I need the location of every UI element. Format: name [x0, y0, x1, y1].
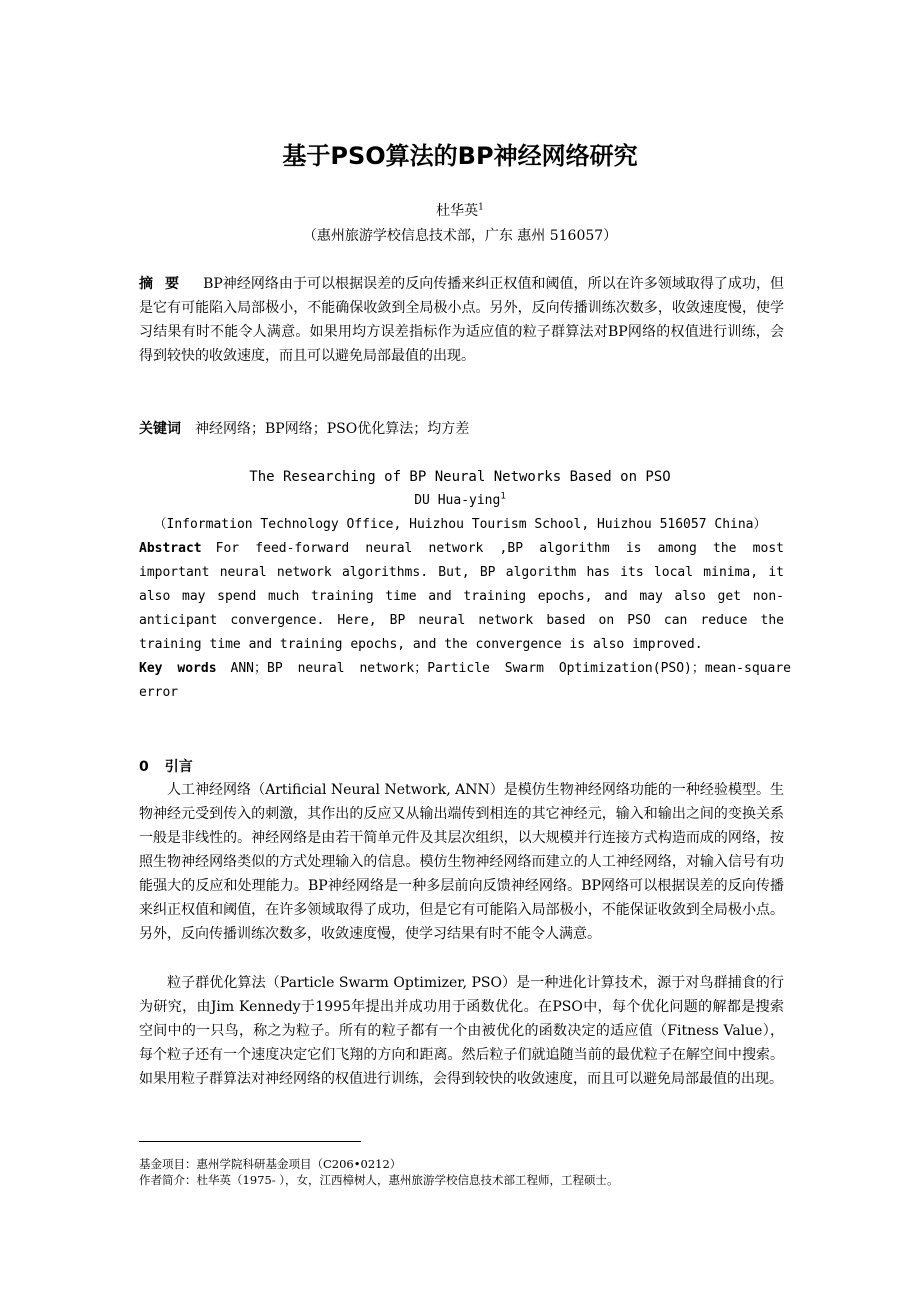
- english-keywords-label: Key words: [139, 661, 217, 676]
- author-affiliation: （惠州旅游学校信息技术部，广东 惠州 516057）: [302, 228, 618, 244]
- author-name: 杜华英: [436, 203, 479, 219]
- english-affiliation: （Information Technology Office, Huizhou Tourism School, Huizhou 516057 China）: [153, 517, 767, 532]
- english-title: The Researching of BP Neural Networks Based on PSO: [249, 469, 671, 485]
- footnote-divider: [139, 1141, 361, 1142]
- body-paragraph: 人工神经网络（Artificial Neural Network, ANN）是模仿生物神经网络功能的一种经验模型。生物神经元受到传入的刺激，其作出的反应又从输出端传到相连的其它神经元，输入和输出之间的变换关系一般是非线性的。神经网络是由若干简单元件及其层次组织，以大规模并行连接方式构造而成的网络，按照生物神经网络类似的方式处理输入的信息。模仿生物神经网络而建立的人工神经网络，对输入信号有功能强大的反应和处理能力。BP神经网络是一种多层前向反馈神经网络。BP网络可以根据误差的反向传播来纠正权值和阈值，在许多领域取得了成功，但是它有可能陷入局部极小，不能保证收敛到全局极小点。另外，反向传播训练次数多，收敛速度慢，使学习结果有时不能令人满意。: [139, 782, 784, 942]
- chinese-abstract-text: BP神经网络由于可以根据误差的反向传播来纠正权值和阈值，所以在许多领域取得了成功，但是它有可能陷入局部极小，不能确保收敛到全局极小点。另外，反向传播训练次数多，收敛速度慢，使学习结果有时不能令人满意。如果用均方误差指标作为适应值的粒子群算法对BP网络的权值进行训练，会得到较快的收敛速度，而且可以避免局部最值的出现。: [139, 276, 784, 364]
- chinese-keywords: [139, 417, 784, 441]
- author-superscript: 1: [478, 202, 484, 213]
- section-heading: [139, 755, 193, 779]
- chinese-keywords-label: 关键词: [139, 421, 181, 437]
- footnote-author-bio: 作者简介：杜华英（1975- ），女，江西樟树人，惠州旅游学校信息技术部工程师，工程硕士。: [139, 1173, 619, 1187]
- english-author-name: DU Hua-ying: [414, 493, 501, 508]
- english-author-superscript: 1: [500, 491, 506, 502]
- english-abstract-text: For feed-forward neural network ,BP algorithm is among the most important neural network algorithms. But, BP algorithm has its local minima, it also may spend much training time and training epochs, and may also get non-anticipant convergence. Here, BP neural network based on PSO can reduce the training time and training epochs, and the convergence is also improved.: [139, 541, 784, 652]
- section-number: 0: [139, 759, 149, 775]
- footnote-funding: 基金项目：惠州学院科研基金项目（C206•0212）: [139, 1157, 402, 1171]
- chinese-abstract: [139, 272, 784, 368]
- author-line: [0, 199, 920, 223]
- english-abstract: [139, 537, 784, 657]
- body-paragraph: 粒子群优化算法（Particle Swarm Optimizer, PSO）是一种进化计算技术，源于对鸟群捕食的行为研究，由Jim Kennedy于1995年提出并成功用于函数优化。在PSO中，每个优化问题的解都是搜索空间中的一只鸟，称之为粒子。所有的粒子都有一个由被优化的函数决定的适应值（Fitness Value），每个粒子还有一个速度决定它们飞翔的方向和距离。然后粒子们就追随当前的最优粒子在解空间中搜索。如果用粒子群算法对神经网络的权值进行训练，会得到较快的收敛速度，而且可以避免局部最值的出现。: [139, 975, 784, 1087]
- english-keywords-text: ANN；BP neural network；Particle Swarm Optimization(PSO)；mean-square error: [139, 661, 791, 700]
- english-keywords: [139, 657, 791, 705]
- paper-title: 基于PSO算法的BP神经网络研究: [282, 142, 638, 170]
- section-title: 引言: [164, 759, 193, 775]
- chinese-abstract-label: 摘要: [139, 276, 192, 292]
- chinese-keywords-text: 神经网络；BP网络；PSO优化算法；均方差: [195, 421, 470, 437]
- english-author-line: [0, 489, 920, 513]
- english-abstract-label: Abstract: [139, 541, 202, 556]
